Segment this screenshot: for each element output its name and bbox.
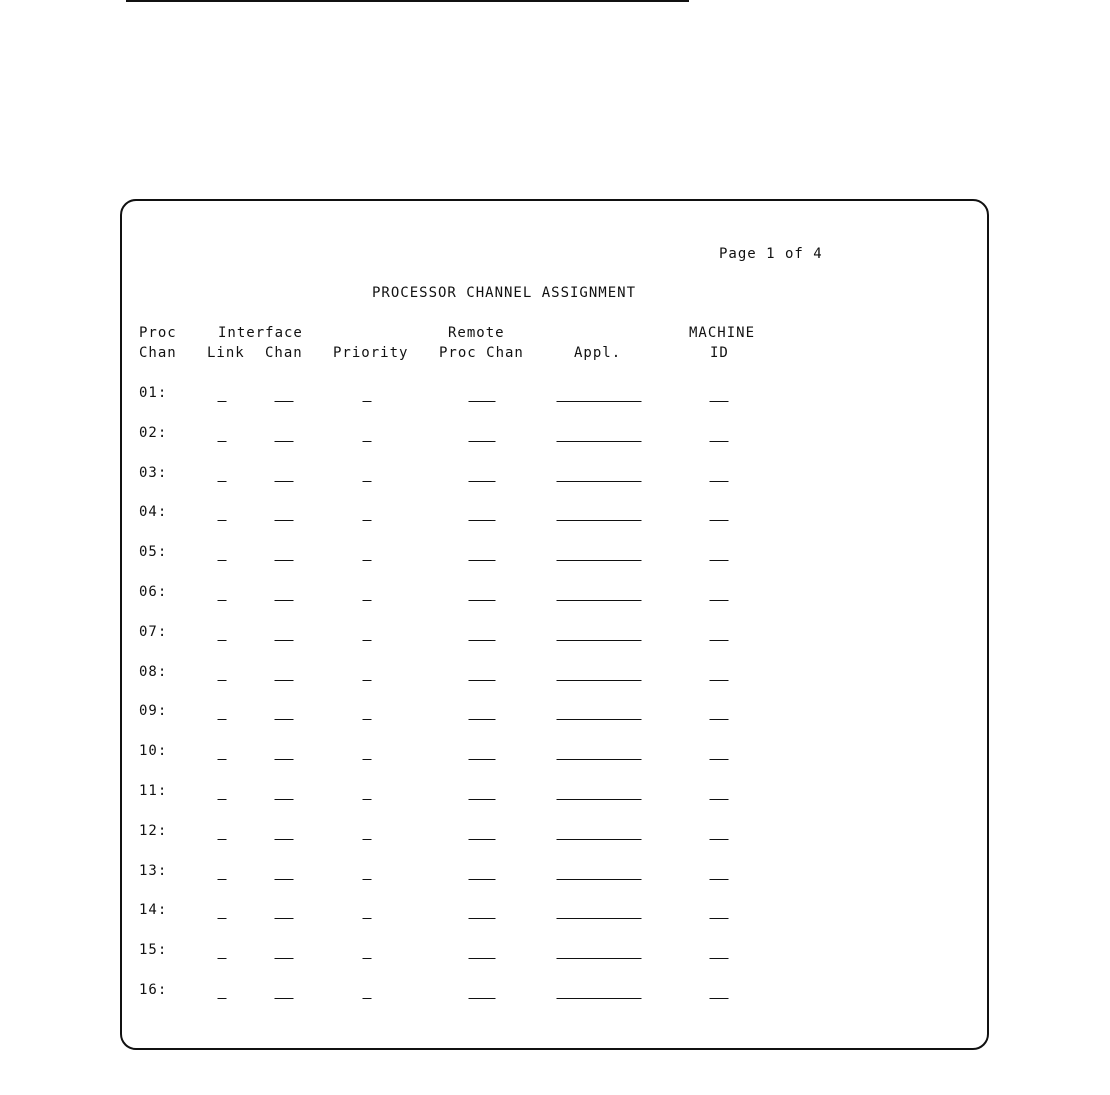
machine-id-field[interactable] (710, 719, 729, 720)
remote-proc-chan-field[interactable] (469, 481, 496, 482)
appl-field[interactable] (557, 640, 642, 641)
appl-field[interactable] (557, 759, 642, 760)
interface-chan-field[interactable] (275, 879, 294, 880)
interface-link-field[interactable] (218, 600, 227, 601)
remote-proc-chan-field[interactable] (469, 640, 496, 641)
priority-field[interactable] (363, 759, 372, 760)
interface-chan-field[interactable] (275, 799, 294, 800)
interface-link-field[interactable] (218, 680, 227, 681)
row-label: 15: (139, 942, 168, 959)
row-label: 13: (139, 862, 168, 879)
interface-chan-field[interactable] (275, 958, 294, 959)
appl-field[interactable] (557, 520, 642, 521)
row-label: 16: (139, 982, 168, 998)
remote-proc-chan-field[interactable] (469, 401, 496, 402)
interface-chan-field[interactable] (275, 759, 294, 760)
remote-proc-chan-field[interactable] (469, 560, 496, 561)
row-label: 08: (139, 663, 168, 680)
row-label: 06: (139, 584, 168, 600)
interface-chan-field[interactable] (275, 680, 294, 681)
interface-link-field[interactable] (218, 640, 227, 641)
remote-proc-chan-field[interactable] (469, 719, 496, 720)
priority-field[interactable] (363, 600, 372, 601)
header-priority: Priority (333, 345, 409, 361)
header-proc: Proc (139, 325, 177, 341)
priority-field[interactable] (363, 839, 372, 840)
machine-id-field[interactable] (710, 879, 729, 880)
header-machine-id: ID (710, 345, 729, 361)
machine-id-field[interactable] (710, 680, 729, 681)
remote-proc-chan-field[interactable] (469, 520, 496, 521)
machine-id-field[interactable] (710, 640, 729, 641)
machine-id-field[interactable] (710, 839, 729, 840)
row-label: 09: (139, 703, 168, 720)
row-label: 01: (139, 385, 168, 401)
interface-link-field[interactable] (218, 839, 227, 840)
row-label: 04: (139, 504, 168, 521)
priority-field[interactable] (363, 520, 372, 521)
interface-chan-field[interactable] (275, 719, 294, 720)
remote-proc-chan-field[interactable] (469, 918, 496, 919)
interface-chan-field[interactable] (275, 839, 294, 840)
appl-field[interactable] (557, 799, 642, 800)
page-indicator: Page 1 of 4 (719, 246, 823, 262)
remote-proc-chan-field[interactable] (469, 441, 496, 442)
remote-proc-chan-field[interactable] (469, 799, 496, 800)
machine-id-field[interactable] (710, 759, 729, 760)
appl-field[interactable] (557, 680, 642, 681)
priority-field[interactable] (363, 401, 372, 402)
machine-id-field[interactable] (710, 958, 729, 959)
row-label: 10: (139, 743, 168, 760)
machine-id-field[interactable] (710, 799, 729, 800)
priority-field[interactable] (363, 640, 372, 641)
header-interface-chan: Chan (265, 345, 303, 361)
header-remote: Remote (448, 325, 505, 341)
interface-link-field[interactable] (218, 401, 227, 402)
row-label: 12: (139, 822, 168, 839)
interface-link-field[interactable] (218, 520, 227, 521)
priority-field[interactable] (363, 918, 372, 919)
interface-chan-field[interactable] (275, 640, 294, 641)
interface-chan-field[interactable] (275, 998, 294, 999)
appl-field[interactable] (557, 879, 642, 880)
priority-field[interactable] (363, 441, 372, 442)
interface-chan-field[interactable] (275, 600, 294, 601)
remote-proc-chan-field[interactable] (469, 839, 496, 840)
machine-id-field[interactable] (710, 998, 729, 999)
interface-link-field[interactable] (218, 560, 227, 561)
row-label: 03: (139, 464, 168, 481)
appl-field[interactable] (557, 401, 642, 402)
machine-id-field[interactable] (710, 441, 729, 442)
top-rule (126, 0, 689, 2)
appl-field[interactable] (557, 958, 642, 959)
priority-field[interactable] (363, 680, 372, 681)
header-interface-link: Link (207, 345, 245, 361)
appl-field[interactable] (557, 839, 642, 840)
priority-field[interactable] (363, 998, 372, 999)
terminal-screen (120, 199, 989, 1050)
row-label: 11: (139, 783, 168, 799)
remote-proc-chan-field[interactable] (469, 958, 496, 959)
priority-field[interactable] (363, 879, 372, 880)
interface-chan-field[interactable] (275, 918, 294, 919)
appl-field[interactable] (557, 600, 642, 601)
interface-chan-field[interactable] (275, 481, 294, 482)
machine-id-field[interactable] (710, 600, 729, 601)
priority-field[interactable] (363, 560, 372, 561)
row-label: 02: (139, 424, 168, 441)
interface-link-field[interactable] (218, 998, 227, 999)
machine-id-field[interactable] (710, 560, 729, 561)
row-label: 07: (139, 623, 168, 640)
row-label: 05: (139, 544, 168, 561)
machine-id-field[interactable] (710, 401, 729, 402)
appl-field[interactable] (557, 560, 642, 561)
interface-link-field[interactable] (218, 759, 227, 760)
header-appl: Appl. (574, 345, 622, 361)
interface-link-field[interactable] (218, 918, 227, 919)
row-label: 14: (139, 902, 168, 919)
interface-chan-field[interactable] (275, 401, 294, 402)
appl-field[interactable] (557, 441, 642, 442)
interface-link-field[interactable] (218, 719, 227, 720)
interface-link-field[interactable] (218, 958, 227, 959)
priority-field[interactable] (363, 719, 372, 720)
remote-proc-chan-field[interactable] (469, 879, 496, 880)
machine-id-field[interactable] (710, 481, 729, 482)
remote-proc-chan-field[interactable] (469, 600, 496, 601)
priority-field[interactable] (363, 481, 372, 482)
appl-field[interactable] (557, 481, 642, 482)
header-interface: Interface (218, 325, 303, 341)
remote-proc-chan-field[interactable] (469, 680, 496, 681)
interface-link-field[interactable] (218, 441, 227, 442)
remote-proc-chan-field[interactable] (469, 759, 496, 760)
header-remote-proc-chan: Proc Chan (439, 345, 524, 361)
interface-chan-field[interactable] (275, 441, 294, 442)
header-chan: Chan (139, 345, 177, 361)
machine-id-field[interactable] (710, 918, 729, 919)
appl-field[interactable] (557, 719, 642, 720)
priority-field[interactable] (363, 958, 372, 959)
page-title: PROCESSOR CHANNEL ASSIGNMENT (372, 285, 637, 301)
interface-link-field[interactable] (218, 481, 227, 482)
interface-link-field[interactable] (218, 799, 227, 800)
header-machine: MACHINE (689, 325, 756, 341)
interface-chan-field[interactable] (275, 560, 294, 561)
priority-field[interactable] (363, 799, 372, 800)
interface-chan-field[interactable] (275, 520, 294, 521)
appl-field[interactable] (557, 918, 642, 919)
appl-field[interactable] (557, 998, 642, 999)
remote-proc-chan-field[interactable] (469, 998, 496, 999)
machine-id-field[interactable] (710, 520, 729, 521)
interface-link-field[interactable] (218, 879, 227, 880)
